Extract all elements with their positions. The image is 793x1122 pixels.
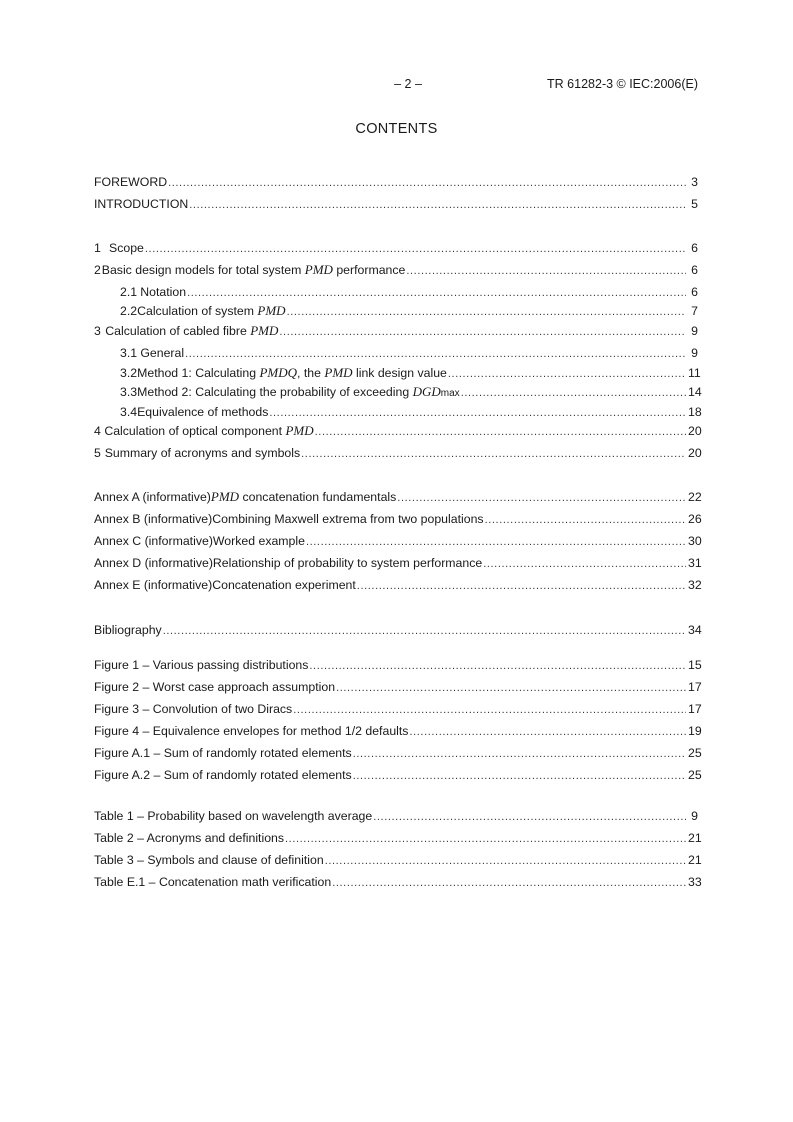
toc-page-number: 15 [688, 658, 702, 672]
toc-page-number: 11 [688, 366, 701, 380]
annex-label: Annex E (informative) [94, 578, 213, 592]
toc-page-number: 9 [691, 346, 698, 360]
document-reference: TR 61282-3 © IEC:2006(E) [547, 77, 698, 91]
toc-page-number: 18 [688, 405, 702, 419]
clause-number: 5 [94, 446, 101, 460]
dot-leader [145, 241, 686, 257]
annex-label: Annex C (informative) [94, 534, 213, 548]
toc-page-number: 25 [688, 768, 702, 782]
toc-page-number: 17 [688, 702, 702, 716]
toc-entry-symbol: PMD [250, 323, 279, 338]
toc-entry-title: Scope [109, 241, 144, 255]
toc-entry-figure[interactable] [94, 657, 702, 673]
toc-page-number: 21 [688, 831, 702, 845]
dot-leader [353, 746, 686, 762]
clause-number: 3.2 [120, 366, 138, 380]
toc-entry-title: Concatenation experiment [212, 578, 356, 592]
toc-entry-title-suffix: performance [332, 263, 406, 277]
toc-entry-figure[interactable] [94, 679, 702, 695]
page-number: – 2 – [394, 77, 422, 91]
toc-entry-figure[interactable] [94, 723, 702, 739]
toc-entry-table[interactable] [94, 808, 698, 824]
dot-leader [269, 405, 686, 421]
toc-entry-symbol: PMD [259, 365, 288, 380]
toc-entry-title: Figure 2 – Worst case approach assumption [94, 680, 336, 694]
toc-entry-foreword[interactable] [94, 174, 698, 190]
toc-entry-title: Table 1 – Probability based on wavelength average [94, 809, 373, 823]
page-header [94, 77, 698, 95]
dot-leader [306, 534, 686, 550]
toc-entry-clause-3-4[interactable] [120, 404, 702, 420]
toc-entry-title: Method 1: Calculating [137, 366, 260, 380]
clause-number: 2 [94, 263, 101, 277]
dot-leader [285, 831, 686, 847]
toc-page-number: 20 [688, 424, 702, 438]
toc-entry-table[interactable] [94, 830, 702, 846]
toc-entry-title: Table 2 – Acronyms and definitions [94, 831, 285, 845]
toc-entry-title: Combining Maxwell extrema from two populations [212, 512, 484, 526]
clause-number: 3.4 [120, 405, 138, 419]
toc-page-number: 9 [691, 809, 698, 823]
dot-leader [353, 768, 686, 784]
clause-number: 3 [94, 324, 101, 338]
toc-entry-symbol: PMD [257, 303, 286, 318]
dot-leader [448, 366, 686, 382]
dot-leader [287, 304, 686, 320]
toc-entry-title: Calculation of optical component [104, 424, 286, 438]
clause-number: 2.1 [120, 285, 138, 299]
toc-entry-title: Table E.1 – Concatenation math verification [94, 875, 332, 889]
dot-leader [409, 724, 686, 740]
dot-leader [315, 424, 686, 440]
toc-entry-title: FOREWORD [94, 175, 168, 189]
dot-leader [373, 809, 686, 825]
toc-page-number: 5 [691, 197, 698, 211]
dot-leader [168, 175, 686, 191]
toc-entry-title: Figure A.1 – Sum of randomly rotated elements [94, 746, 352, 760]
toc-entry-symbol: PMD [324, 365, 353, 380]
toc-page-number: 32 [688, 578, 702, 592]
toc-page-number: 6 [691, 285, 698, 299]
toc-page-number: 20 [688, 446, 702, 460]
clause-number: 3.3 [120, 385, 138, 399]
toc-entry-title: Equivalence of methods [137, 405, 269, 419]
clause-number: 1 [94, 241, 101, 255]
toc-entry-bibliography[interactable] [94, 622, 702, 638]
toc-entry-clause-2-2[interactable] [120, 303, 698, 319]
toc-page-number: 17 [688, 680, 702, 694]
clause-number: 2.2 [120, 304, 138, 318]
toc-entry-title: Basic design models for total system [101, 263, 305, 277]
toc-entry-title: Calculation of cabled fibre [105, 324, 251, 338]
dot-leader [406, 263, 686, 279]
toc-entry-table[interactable] [94, 852, 702, 868]
toc-entry-symbol: PMD [304, 262, 333, 277]
toc-entry-title: INTRODUCTION [94, 197, 189, 211]
toc-page-number: 34 [688, 623, 702, 637]
toc-entry-figure[interactable] [94, 701, 702, 717]
dot-leader [461, 385, 686, 401]
clause-number: 3.1 [120, 346, 138, 360]
toc-page-number: 3 [691, 175, 698, 189]
dot-leader [185, 346, 686, 362]
toc-entry-annex-a[interactable] [94, 489, 702, 505]
dot-leader [301, 446, 686, 462]
toc-entry-title: Method 2: Calculating the probability of exceeding [137, 385, 413, 399]
toc-entry-title: Figure 4 – Equivalence envelopes for method 1/2 defaults [94, 724, 409, 738]
toc-entry-clause-4[interactable] [94, 423, 702, 439]
dot-leader [325, 853, 686, 869]
toc-page-number: 33 [688, 875, 702, 889]
toc-page-number: 9 [691, 324, 698, 338]
page-title: CONTENTS [355, 121, 438, 137]
dot-leader [293, 702, 686, 718]
dot-leader [483, 556, 686, 572]
toc-page-number: 25 [688, 746, 702, 760]
dot-leader [357, 578, 686, 594]
toc-page-number: 14 [688, 385, 702, 399]
dot-leader [187, 285, 686, 301]
toc-page-number: 6 [691, 263, 698, 277]
toc-entry-title: Table 3 – Symbols and clause of definition [94, 853, 324, 867]
toc-entry-subscript: Q [287, 365, 298, 380]
toc-entry-annex-d[interactable] [94, 555, 702, 571]
annex-label: Annex B (informative) [94, 512, 213, 526]
toc-entry-title: Worked example [212, 534, 305, 548]
dot-leader [279, 324, 686, 340]
toc-entry-subscript: max [440, 388, 460, 399]
toc-entry-figure[interactable] [94, 745, 702, 761]
toc-entry-title: Figure 1 – Various passing distributions [94, 658, 309, 672]
toc-entry-title: concatenation fundamentals [239, 490, 397, 504]
toc-entry-annex-b[interactable] [94, 511, 702, 527]
dot-leader [309, 658, 686, 674]
toc-page-number: 26 [688, 512, 702, 526]
toc-entry-clause-3-1[interactable] [120, 345, 698, 361]
toc-page-number: 19 [688, 724, 702, 738]
toc-entry-clause-1[interactable] [94, 240, 698, 256]
dot-leader [332, 875, 686, 891]
dot-leader [336, 680, 686, 696]
toc-page-number: 7 [691, 304, 698, 318]
toc-entry-symbol: PMD [210, 489, 240, 504]
toc-entry-title: Calculation of system [137, 304, 258, 318]
toc-entry-title: Summary of acronyms and symbols [104, 446, 301, 460]
annex-label: Annex D (informative) [94, 556, 213, 570]
toc-entry-clause-3-2[interactable] [120, 365, 701, 381]
toc-entry-title: Figure 3 – Convolution of two Diracs [94, 702, 293, 716]
toc-page-number: 6 [691, 241, 698, 255]
clause-number: 4 [94, 424, 101, 438]
toc-entry-title: Relationship of probability to system performance [212, 556, 483, 570]
toc-page-number: 21 [688, 853, 702, 867]
toc-entry-title: Figure A.2 – Sum of randomly rotated elements [94, 768, 352, 782]
toc-entry-clause-5[interactable] [94, 445, 702, 461]
toc-entry-clause-2[interactable] [94, 262, 698, 278]
toc-entry-table[interactable] [94, 874, 702, 890]
dot-leader [485, 512, 686, 528]
dot-leader [163, 623, 686, 639]
toc-entry-title-suffix: link design value [352, 366, 447, 380]
toc-entry-clause-2-1[interactable] [120, 284, 698, 300]
annex-label: Annex A (informative) [94, 490, 211, 504]
dot-leader [189, 197, 686, 213]
toc-entry-title: Bibliography [94, 623, 162, 637]
toc-entry-symbol: PMD [285, 423, 314, 438]
toc-entry-title: Notation [140, 285, 187, 299]
toc-page-number: 22 [688, 490, 702, 504]
toc-page-number: 31 [688, 556, 702, 570]
toc-entry-clause-3-3[interactable] [120, 384, 702, 400]
toc-entry-clause-3[interactable] [94, 323, 698, 339]
toc-entry-title: General [140, 346, 185, 360]
toc-entry-figure[interactable] [94, 767, 702, 783]
toc-entry-introduction[interactable] [94, 196, 698, 212]
toc-entry-annex-e[interactable] [94, 577, 702, 593]
toc-entry-annex-c[interactable] [94, 533, 702, 549]
toc-entry-symbol: DGD [412, 384, 441, 399]
toc-entry-title-middle: , the [297, 366, 325, 380]
dot-leader [397, 490, 686, 506]
toc-page-number: 30 [688, 534, 702, 548]
